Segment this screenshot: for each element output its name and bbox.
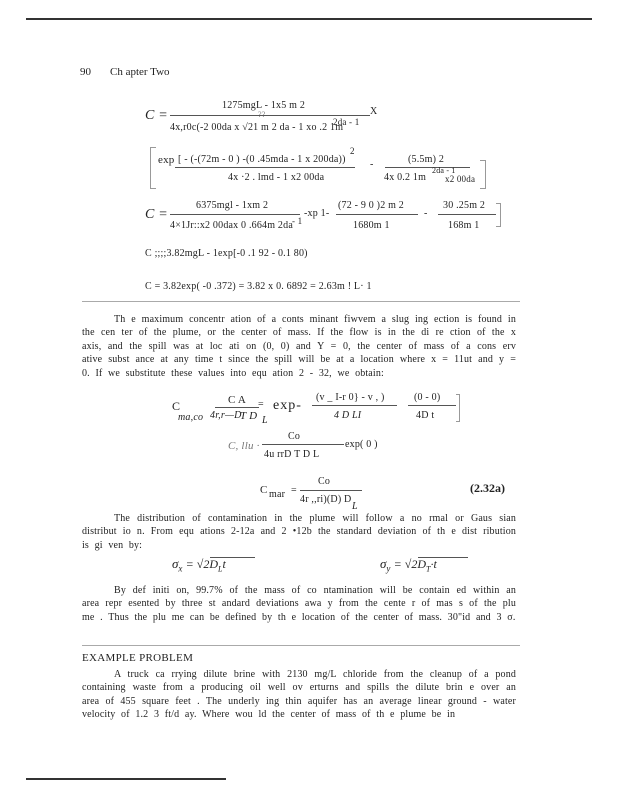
eq2-denominator-right-tail: x2 00da	[445, 174, 476, 184]
sigma-x-symbol: σ	[172, 556, 179, 571]
eq6-numerator: C A	[228, 394, 247, 406]
eq6-term2-numerator: (0 - 0)	[414, 392, 441, 403]
example-problem-text	[82, 668, 516, 722]
eq6-term2-denominator: 4D t	[416, 410, 435, 421]
sigma-x-subscript: x	[178, 563, 183, 574]
eq6-term1-fraction-bar	[312, 405, 397, 406]
eq2-right-bracket	[480, 160, 486, 189]
eq1-denominator: 4x,r0c(-2 00da x √21 m 2 da - 1 xo .2 1m	[170, 122, 344, 133]
sigma-x-equation	[172, 556, 226, 574]
eq6-term1-numerator: (v _ I-r 0} - v , )	[316, 392, 385, 403]
eq8-denominator: 4r ,,ri)(D) D	[300, 494, 352, 505]
top-rule	[26, 18, 592, 20]
eq8-fraction-bar	[300, 490, 362, 491]
eq3-minus: -	[424, 208, 428, 219]
sigma-x-expression-sub: L	[218, 564, 223, 574]
eq3-term1-denominator: 1680m 1	[353, 220, 390, 231]
example-problem-heading: EXAMPLE PROBLEM	[82, 652, 194, 664]
sigma-x-tail: t	[222, 557, 226, 571]
eq6-lhs: C	[172, 399, 181, 413]
equation-number-2-32a: (2.32a)	[470, 481, 505, 495]
sigma-y-expression: = √2D	[393, 557, 427, 571]
eq2-denominator-left: 4x ·2 . lmd - 1 x2 00da	[228, 172, 325, 183]
eq8-lhs-sub: mar	[269, 489, 286, 500]
eq1-fraction-bar	[170, 115, 370, 116]
chapter-label: Ch apter Two	[110, 66, 170, 78]
eq2-denominator-right: 4x 0.2 1m	[384, 172, 427, 183]
eq2-right-fraction-bar	[385, 167, 470, 168]
eq6-denominator-sub: L	[262, 415, 268, 426]
eq6-denominator-mid: T D	[240, 410, 258, 422]
eq6-lhs-sub: ma,co	[178, 412, 204, 423]
eq3-denominator-exp: - 1	[292, 216, 303, 226]
eq2-numerator-right: (5.5m) 2	[408, 154, 445, 165]
eq2-numerator-left: [ - (-(72m - 0 ) -(0 .45mda - 1 x 200da))	[178, 154, 346, 165]
eq3-term1-numerator: (72 - 9 0 )2 m 2	[338, 200, 404, 211]
eq6-term1-denominator: 4 D LI	[334, 410, 362, 421]
paragraph-maximum-concentration	[82, 313, 516, 380]
bottom-rule	[26, 778, 226, 780]
eq3-term2-fraction-bar	[438, 214, 496, 215]
sigma-y-subscript: y	[386, 563, 391, 574]
paragraph-distribution-text: The distribution of contamination in the plume will follow a no rmal or Gaus sian distribut io n. From equ ations 2-12a and 2 •12b the standard deviation of th e dist ribution is gi ven by:	[82, 513, 516, 551]
example-problem-paragraph: A truck ca rrying dilute brine with 2130 mg/L chloride from the cleanup of a pond containing waste from a producing oil well ov erturns and spills the dilute brin e over an area of 455 square feet . The underly ing thin aquifer has an average linear ground - water velocity of 1.2 3 ft/d ay. Where wou ld the center of mass of th e plume be in	[82, 669, 516, 721]
eq3-lhs: C =	[145, 207, 168, 222]
eq1-lhs: C =	[145, 108, 168, 123]
eq6-fraction-bar	[215, 407, 259, 408]
eq3-denominator: 4×1Jr::x2 00dax 0 .664m 2da	[170, 220, 293, 231]
eq3-numerator: 6375mgl - 1xm 2	[196, 200, 269, 211]
sigma-y-equation	[380, 556, 437, 574]
eq2-denominator-right-exp: 2da - 1	[432, 166, 456, 175]
eq8-numerator: Co	[318, 476, 331, 487]
eq5: C = 3.82exp( -0 .372) = 3.82 x 0. 6892 = 2.63m ! L· 1	[145, 281, 372, 292]
eq6-term2-fraction-bar	[408, 405, 456, 406]
eq4: C ;;;;3.82mgL - 1exp[-0 .1 92 - 0.1 80)	[145, 248, 308, 259]
eq3-exp-part: -xp 1-	[304, 208, 330, 219]
sigma-y-root-overline	[418, 557, 468, 558]
eq3-term1-fraction-bar	[336, 214, 418, 215]
eq3-term2-denominator: 168m 1	[448, 220, 480, 231]
eq3-right-bracket	[496, 203, 501, 227]
paragraph-definition	[82, 584, 516, 624]
eq1-numerator-extra: ??	[258, 110, 266, 119]
eq7-numerator: Co	[288, 431, 301, 442]
eq8-denominator-sub: L	[352, 501, 358, 512]
sigma-y-symbol: σ	[380, 556, 387, 571]
divider-after-equations	[82, 301, 520, 302]
eq1-denominator-exp: 2da - 1	[333, 117, 360, 127]
divider-before-example	[82, 645, 520, 646]
eq6-exp: exp-	[273, 398, 302, 413]
eq8-lhs: C	[260, 484, 268, 496]
eq2-left-fraction-bar	[175, 167, 355, 168]
eq2-left-bracket	[150, 147, 156, 189]
eq7-lhs: C, llu ·	[228, 440, 260, 452]
eq1-numerator: 1275mgL - 1x5 m 2	[222, 100, 306, 111]
eq3-term2-numerator: 30 .25m 2	[443, 200, 486, 211]
page-number: 90	[80, 66, 91, 78]
eq7-tail: exp( 0 )	[345, 439, 378, 450]
paragraph-maximum-concentration-text: Th e maximum concentr ation of a conts minant fiwvem a slug ing ection is found in the cen ter of the plume, or the center of mass. If the flow is in the di re ction of the x axis, and the spill was at loc ati on (0, 0) and Y = 0, the center of mass of a cons erv ative subst ance at any time t since the spill will be at a location where x = 11ut and y = 0. If we substitute these values into equ ation 2 - 32, we obtain:	[82, 314, 516, 379]
sigma-x-expression: = √2D	[185, 557, 219, 571]
eq8-equals: =	[291, 485, 297, 496]
eq7-denominator: 4u rrD T D L	[264, 449, 320, 460]
sigma-y-expression-sub: T	[426, 564, 431, 574]
eq1-tail: X	[370, 106, 378, 117]
eq2-superscript-2: 2	[350, 146, 355, 156]
eq7-fraction-bar	[262, 444, 344, 445]
sigma-y-tail: ·t	[430, 557, 437, 571]
eq6-right-bracket	[456, 394, 460, 422]
eq3-fraction-bar	[170, 214, 300, 215]
eq6-equals: =	[258, 399, 264, 410]
paragraph-definition-text: By def initi on, 99.7% of the mass of co ntamination will be contain ed within an area repr esented by three st andard deviations awa y from the cente r of mas s of the plu me . Thus the plu me can be defined by th e location of the center of mass. 30"id and 3 σ.	[82, 585, 516, 623]
sigma-x-root-overline	[210, 557, 255, 558]
eq2-dash: -	[370, 159, 374, 170]
eq6-denominator-left: 4r,r—D	[210, 410, 242, 421]
paragraph-distribution	[82, 512, 516, 552]
eq2-exp-label: exp	[158, 154, 175, 166]
